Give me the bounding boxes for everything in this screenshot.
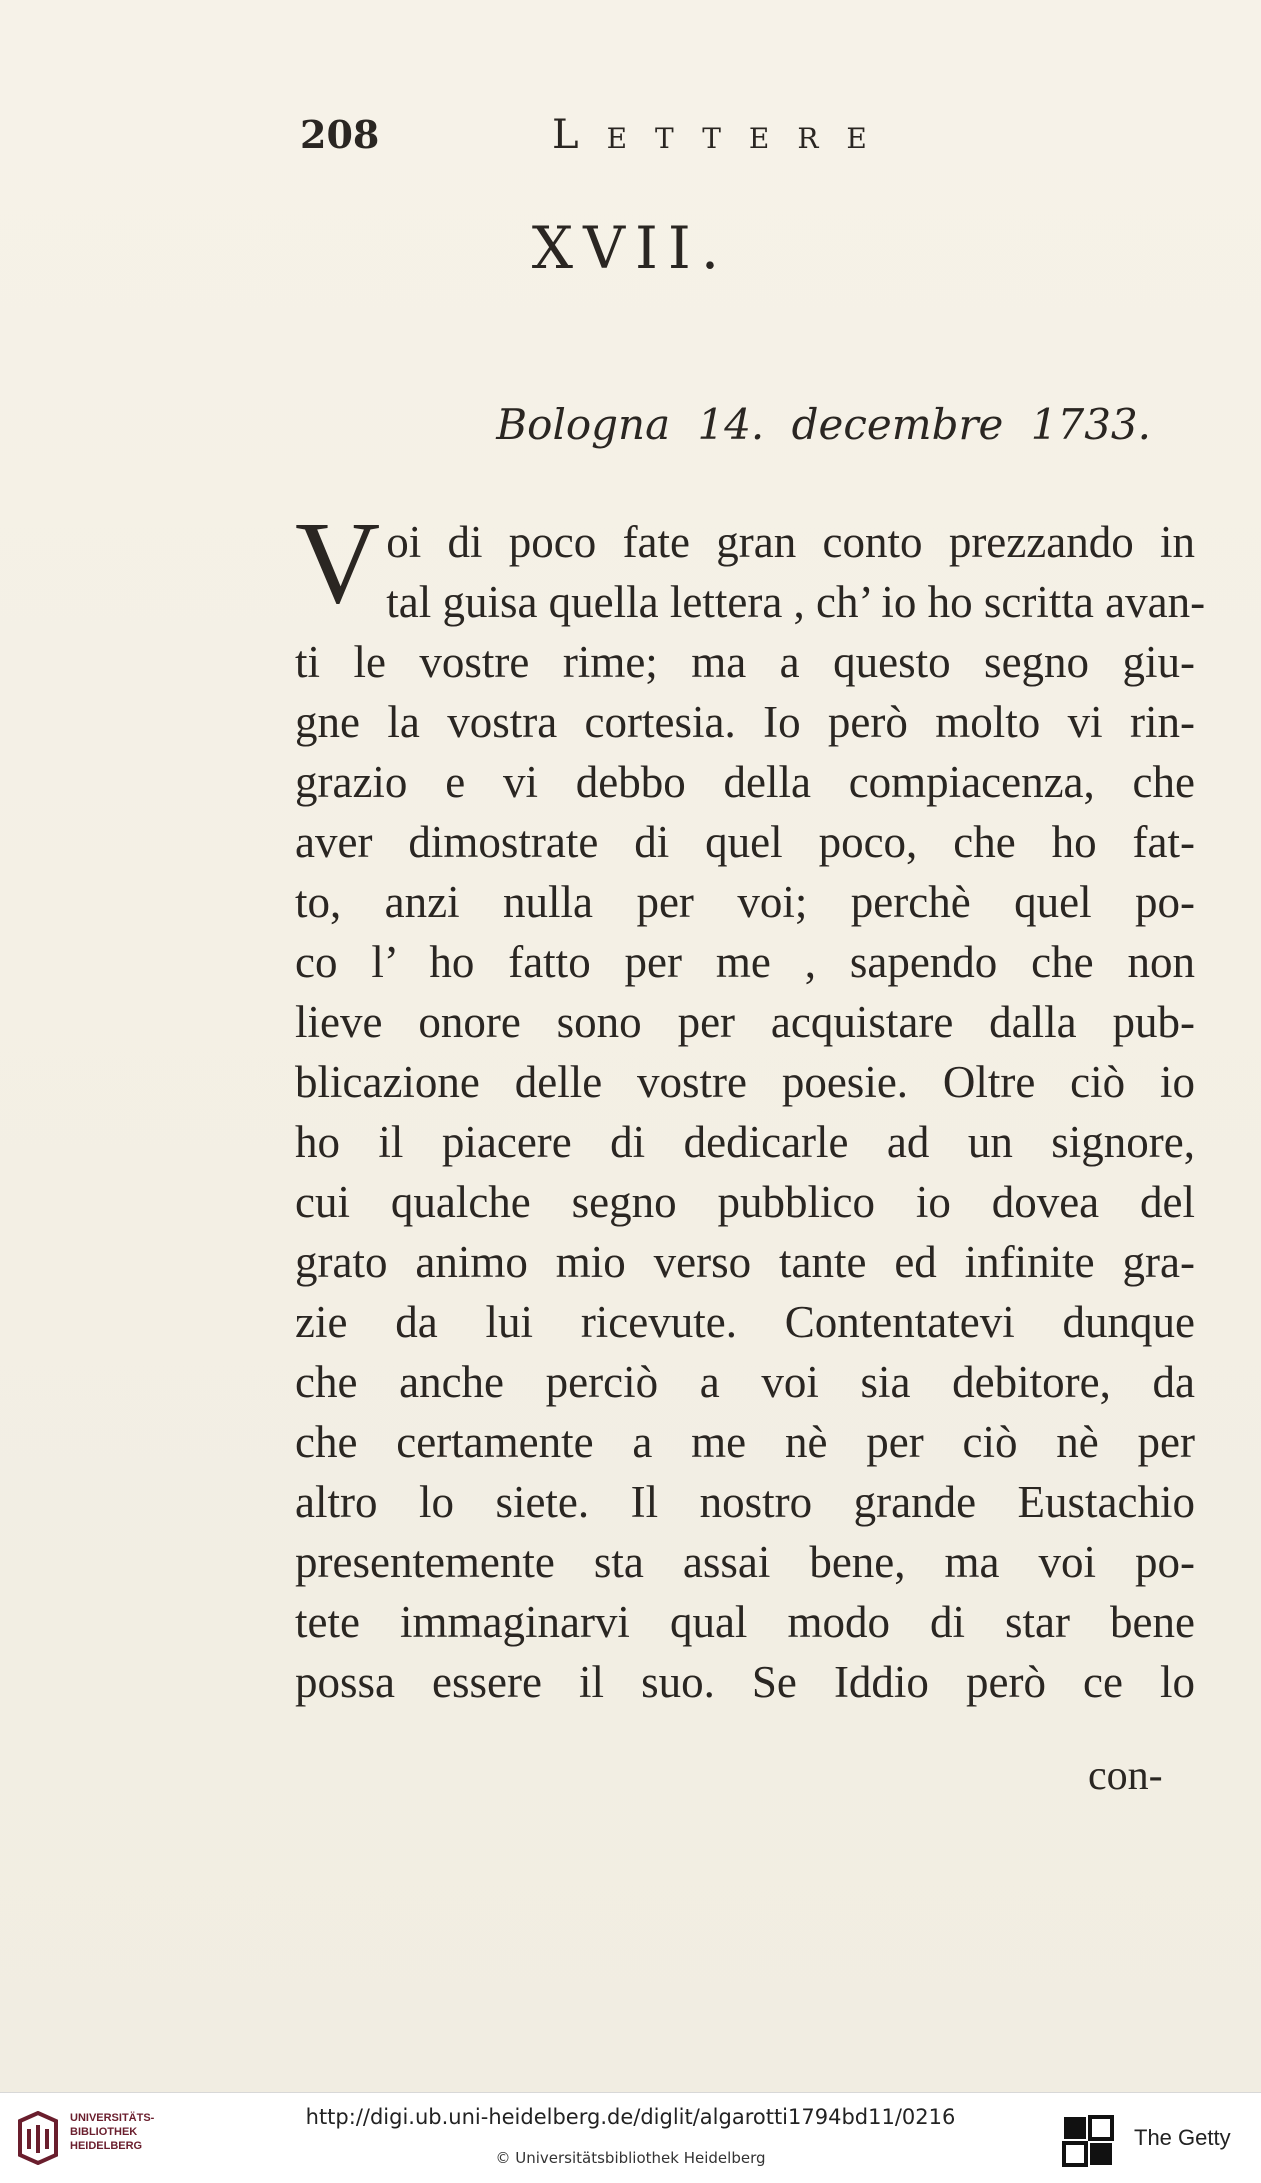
letter-body — [295, 497, 1206, 1712]
text-line: che certamente a me nè per ciò nè per — [295, 1417, 1195, 1467]
drop-cap: V — [295, 497, 381, 628]
text-line: aver dimostrate di quel poco, che ho fat- — [295, 817, 1195, 867]
dateline: Bologna 14. decembre 1733. — [496, 400, 1151, 449]
getty-name: The Getty — [1134, 2125, 1231, 2150]
text-line: tal guisa quella lettera , ch’ io ho scritta avan- — [386, 577, 1206, 627]
text-line: ti le vostre rime; ma a questo segno giu- — [295, 637, 1195, 687]
text-line: tete immaginarvi qual modo di star bene — [295, 1597, 1195, 1647]
text-line: grazio e vi debbo della compiacenza, che — [295, 757, 1195, 807]
text-line: gne la vostra cortesia. Io però molto vi rin- — [295, 697, 1195, 747]
text-line: blicazione delle vostre poesie. Oltre ciò io — [295, 1057, 1195, 1107]
getty-logo-icon[interactable] — [1062, 2113, 1116, 2167]
text-line: cui qualche segno pubblico io dovea del — [295, 1177, 1195, 1227]
library-name-line: HEIDELBERG — [70, 2140, 143, 2152]
text-line: che anche perciò a voi sia debitore, da — [295, 1357, 1195, 1407]
text-line: grato animo mio verso tante ed infinite gra- — [295, 1237, 1195, 1287]
copyright-notice: © Universitätsbibliothek Heidelberg — [495, 2149, 766, 2167]
text-line: ho il piacere di dedicarle ad un signore, — [295, 1117, 1195, 1167]
running-title: Lettere — [552, 112, 895, 158]
page-number: 208 — [300, 112, 380, 157]
catchword: con- — [1088, 1753, 1163, 1799]
text-line: oi di poco fate gran conto prezzando in — [386, 517, 1195, 567]
permalink-url[interactable]: http://digi.ub.uni-heidelberg.de/diglit/algarotti1794bd11/0216 — [305, 2105, 956, 2129]
library-name-line: BIBLIOTHEK — [70, 2126, 138, 2138]
text-line: lieve onore sono per acquistare dalla pub- — [295, 997, 1195, 1047]
viewer-footer — [0, 2092, 1261, 2183]
library-name-line: UNIVERSITÄTS- — [70, 2112, 155, 2124]
text-line: presentemente sta assai bene, ma voi po- — [295, 1537, 1195, 1587]
letter-number: XVII. — [531, 214, 730, 282]
text-line: altro lo siete. Il nostro grande Eustachio — [295, 1477, 1195, 1527]
text-line: to, anzi nulla per voi; perchè quel po- — [295, 877, 1195, 927]
text-line: co l’ ho fatto per me , sapendo che non — [295, 937, 1195, 987]
page-header — [300, 112, 1000, 172]
text-line: possa essere il suo. Se Iddio però ce lo — [295, 1657, 1195, 1707]
text-line: zie da lui ricevute. Contentatevi dunque — [295, 1297, 1195, 1347]
